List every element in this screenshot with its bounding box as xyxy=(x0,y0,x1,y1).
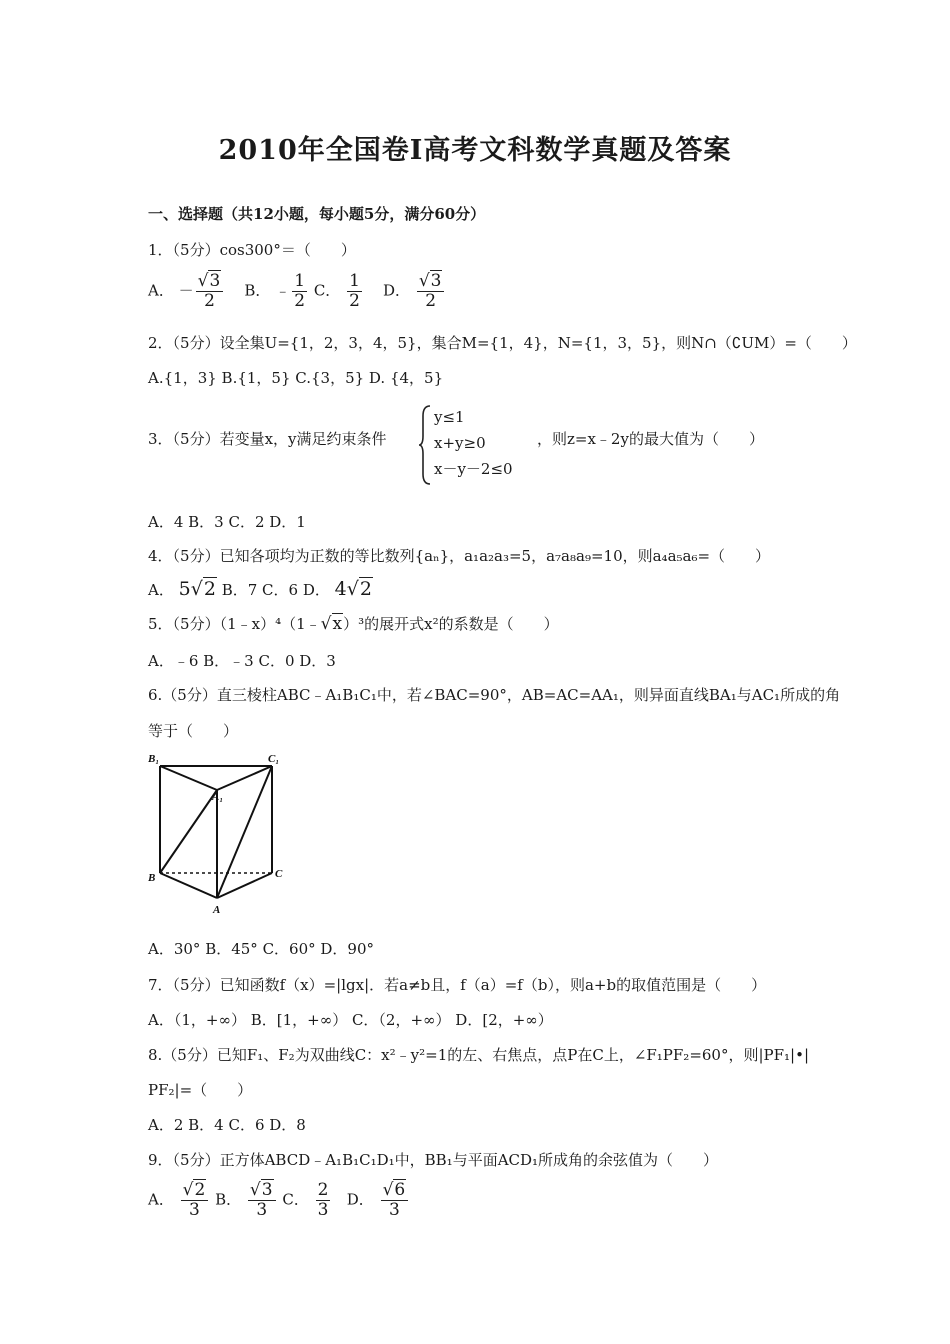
q5-stem: 5．（5分）（1﹣x）⁴（1﹣√x）³的展开式x²的系数是（ ） xyxy=(148,614,559,634)
edge-ba xyxy=(160,873,217,898)
q9-options xyxy=(148,1181,410,1227)
q5-stem-pre: 5．（5分）（1﹣x）⁴（1﹣ xyxy=(148,615,321,633)
q8-options: A．2 B．4 C．6 D．8 xyxy=(148,1116,306,1134)
q1-d-num: 3 xyxy=(430,271,442,291)
q3-constraint-1: y≤1 xyxy=(434,408,465,426)
q9-c-frac xyxy=(316,1181,331,1220)
label-c: C xyxy=(275,868,283,880)
q9-c-label: C． xyxy=(282,1190,309,1209)
q9-b-den: 3 xyxy=(256,1200,268,1220)
q3-constraints xyxy=(434,404,513,482)
q3-stem-pre: 3．（5分）若变量x，y满足约束条件 xyxy=(148,430,387,448)
q4-a-label: A． xyxy=(148,581,174,599)
q9-a-label: A． xyxy=(148,1190,174,1209)
q1-c-den: 2 xyxy=(349,291,360,311)
label-a1: A₁ xyxy=(212,791,224,803)
q4-d-value: 4√2 xyxy=(334,578,372,600)
label-b: B xyxy=(148,872,156,884)
q1-d-label: D． xyxy=(383,281,411,300)
q6-stem-2: 等于（ ） xyxy=(148,722,239,740)
q1-b-label: B． xyxy=(244,281,271,300)
q6-prism-figure xyxy=(148,748,288,920)
q4-a-coef: 5 xyxy=(178,578,191,600)
page-title: 2010年全国卷Ⅰ高考文科数学真题及答案 xyxy=(218,135,732,166)
q1-a-num: 3 xyxy=(209,271,221,291)
q8-stem-2: PF₂|=（ ） xyxy=(148,1081,253,1099)
q4-d-coef: 4 xyxy=(334,578,347,600)
q4-a-rad: 2 xyxy=(203,578,216,600)
q4-d-rad: 2 xyxy=(359,578,372,600)
q1-d-den: 2 xyxy=(425,291,437,311)
q1-c-num: 1 xyxy=(349,271,360,291)
q9-b-label: B． xyxy=(215,1190,242,1209)
q9-d-frac: $\frac{√6}{3}$ xyxy=(381,1181,409,1220)
label-c1: C₁ xyxy=(268,753,280,765)
q9-a-frac: $\frac{√2}{3}$ xyxy=(181,1181,209,1220)
q1-b-num: 1 xyxy=(294,271,306,291)
label-a: A xyxy=(213,904,221,916)
q6-options: A．30° B．45° C．60° D．90° xyxy=(148,940,375,958)
q9-d-den: 3 xyxy=(388,1200,400,1220)
q1-a-sign: － xyxy=(178,281,194,300)
q2-options: A.{1，3} B.{1，5} C.{3，5} D. {4，5} xyxy=(148,369,444,387)
q4-middle: B．7 C．6 D． xyxy=(221,581,330,599)
q3-constraint-3: x－y－2≤0 xyxy=(434,460,513,478)
q1-b-sign: ﹣ xyxy=(275,281,291,300)
edge-ba1 xyxy=(160,790,217,873)
q1-c-label: C． xyxy=(313,281,341,300)
section-heading: 一、选择题（共12小题，每小题5分，满分60分） xyxy=(148,205,486,223)
q5-stem-post: ）³的展开式x²的系数是（ ） xyxy=(343,615,559,633)
edge-b1a1 xyxy=(160,766,217,790)
q1-c-frac xyxy=(347,272,362,311)
q1-options xyxy=(148,272,446,316)
q9-b-num: 3 xyxy=(261,1180,273,1200)
q7-stem: 7．（5分）已知函数f（x）=|lgx|．若a≠b且，f（a）=f（b），则a+b的取值范围是（ ） xyxy=(148,976,767,994)
q9-b-frac: $\frac{√3}{3}$ xyxy=(248,1181,276,1220)
q7-options: A．（1，+∞） B．[1，+∞） C．（2，+∞） D．[2，+∞） xyxy=(148,1011,553,1029)
q3-stem-post: ，则z=x﹣2y的最大值为（ ） xyxy=(537,430,764,448)
q1-a-label: A． xyxy=(148,281,174,300)
q1-d-frac: $\frac{√3}{2}$ xyxy=(417,272,445,311)
label-b1: B₁ xyxy=(148,753,160,765)
q3-brace xyxy=(418,404,432,486)
q4-options xyxy=(148,578,373,600)
q1-a-frac: $\frac{√3}{2}$ xyxy=(196,272,224,311)
q8-stem-1: 8.（5分）已知F₁、F₂为双曲线C：x²﹣y²=1的左、右焦点，点P在C上，∠F₁PF₂=60°，则|PF₁|•| xyxy=(148,1046,809,1064)
q4-stem: 4．（5分）已知各项均为正数的等比数列{aₙ}，a₁a₂a₃=5，a₇a₈a₉=10，则a₄a₅a₆=（ ） xyxy=(148,547,771,565)
q1-a-den: 2 xyxy=(204,291,215,311)
q5-rad: x xyxy=(332,614,343,634)
q2-stem: 2．（5分）设全集U={1，2，3，4，5}，集合M={1，4}，N={1，3，5}，则N∩（∁UM）=（ ） xyxy=(148,334,857,352)
q9-a-num: 2 xyxy=(194,1180,206,1200)
q9-c-den: 3 xyxy=(317,1200,329,1220)
q9-c-num: 2 xyxy=(317,1180,329,1200)
q3-constraint-2: x+y≥0 xyxy=(434,434,486,452)
q9-d-num: 6 xyxy=(394,1180,406,1200)
q1-stem: 1．（5分）cos300°＝（ ） xyxy=(148,241,356,259)
q1-b-frac xyxy=(292,272,307,311)
q9-stem: 9．（5分）正方体ABCD﹣A₁B₁C₁D₁中，BB₁与平面ACD₁所成角的余弦值为（ ） xyxy=(148,1151,719,1169)
q3-options: A．4 B．3 C．2 D．1 xyxy=(148,513,306,531)
q6-stem-1: 6.（5分）直三棱柱ABC﹣A₁B₁C₁中，若∠BAC=90°，AB=AC=AA₁，则异面直线BA₁与AC₁所成的角 xyxy=(148,686,841,704)
q4-a-value: 5√2 xyxy=(178,578,216,600)
q9-a-den: 3 xyxy=(189,1200,200,1220)
q5-options: A．﹣6 B．﹣3 C．0 D．3 xyxy=(148,652,336,670)
q9-d-label: D． xyxy=(346,1190,374,1209)
q1-b-den: 2 xyxy=(294,291,306,311)
